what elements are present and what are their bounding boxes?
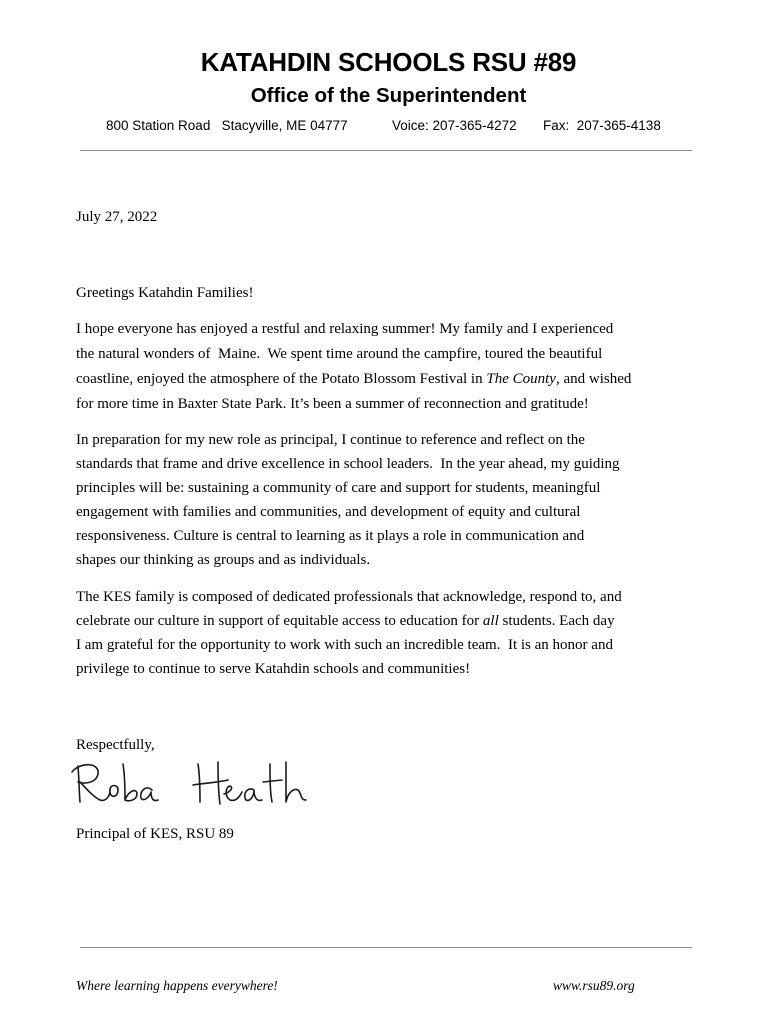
body-line bbox=[76, 524, 620, 548]
body-line bbox=[76, 657, 622, 681]
footer-divider bbox=[80, 947, 692, 948]
emphasized-text: The County bbox=[486, 371, 556, 387]
signer-title: Principal of KES, RSU 89 bbox=[76, 826, 234, 842]
body-text: responsiveness. Culture is central to learning as it plays a role in communication and bbox=[76, 528, 585, 544]
body-paragraph bbox=[76, 585, 622, 681]
body-line bbox=[76, 342, 631, 367]
body-line bbox=[76, 392, 631, 417]
body-text: celebrate our culture in support of equitable access to education for bbox=[76, 613, 483, 629]
organization-title: KATAHDIN SCHOOLS RSU #89 bbox=[200, 47, 577, 77]
body-text: privilege to continue to serve Katahdin schools and communities! bbox=[76, 661, 471, 677]
handwritten-signature bbox=[66, 756, 316, 818]
body-line bbox=[76, 367, 631, 392]
body-line bbox=[76, 452, 620, 476]
body-text: In preparation for my new role as principal, I continue to reference and reflect on the bbox=[76, 432, 585, 448]
office-subtitle: Office of the Superintendent bbox=[250, 84, 527, 107]
body-text: the natural wonders of Maine. We spent time around the campfire, toured the beautiful bbox=[76, 346, 603, 362]
body-text: for more time in Baxter State Park. It’s been a summer of reconnection and gratitude! bbox=[76, 396, 589, 412]
body-line bbox=[76, 500, 620, 524]
emphasized-text: all bbox=[482, 613, 499, 629]
fax-number: Fax: 207-365-4138 bbox=[543, 118, 661, 133]
body-text: shapes our thinking as groups and as individuals. bbox=[76, 552, 371, 568]
body-line bbox=[76, 548, 620, 572]
letter-closing: Respectfully, bbox=[76, 737, 155, 753]
body-line bbox=[76, 476, 620, 500]
body-text: students. Each day bbox=[498, 613, 615, 629]
body-line bbox=[76, 633, 622, 657]
footer-motto: Where learning happens everywhere! bbox=[76, 978, 278, 993]
footer-website-link[interactable]: www.rsu89.org bbox=[553, 978, 635, 993]
body-paragraph bbox=[76, 428, 620, 572]
body-line bbox=[76, 609, 622, 633]
body-text: , and wished bbox=[555, 371, 632, 387]
body-text: I hope everyone has enjoyed a restful and relaxing summer! My family and I experienced bbox=[76, 321, 614, 337]
body-text: engagement with families and communities, and development of equity and cultural bbox=[76, 504, 581, 520]
body-text: coastline, enjoyed the atmosphere of the Potato Blossom Festival in bbox=[76, 371, 487, 387]
mailing-address: 800 Station Road Stacyville, ME 04777 bbox=[106, 118, 348, 133]
body-line bbox=[76, 428, 620, 452]
voice-number: Voice: 207-365-4272 bbox=[392, 118, 517, 133]
body-text: I am grateful for the opportunity to work with such an incredible team. It is an honor and bbox=[76, 637, 613, 653]
letter-greeting: Greetings Katahdin Families! bbox=[76, 285, 254, 301]
body-line bbox=[76, 317, 631, 342]
body-text: principles will be: sustaining a community of care and support for students, meaningful bbox=[76, 480, 601, 496]
header-divider bbox=[80, 150, 692, 151]
body-text: standards that frame and drive excellence in school leaders. In the year ahead, my guiding bbox=[76, 456, 620, 472]
body-line bbox=[76, 585, 622, 609]
body-text: The KES family is composed of dedicated professionals that acknowledge, respond to, and bbox=[76, 589, 622, 605]
body-paragraph bbox=[76, 317, 631, 417]
letter-date: July 27, 2022 bbox=[76, 209, 158, 225]
